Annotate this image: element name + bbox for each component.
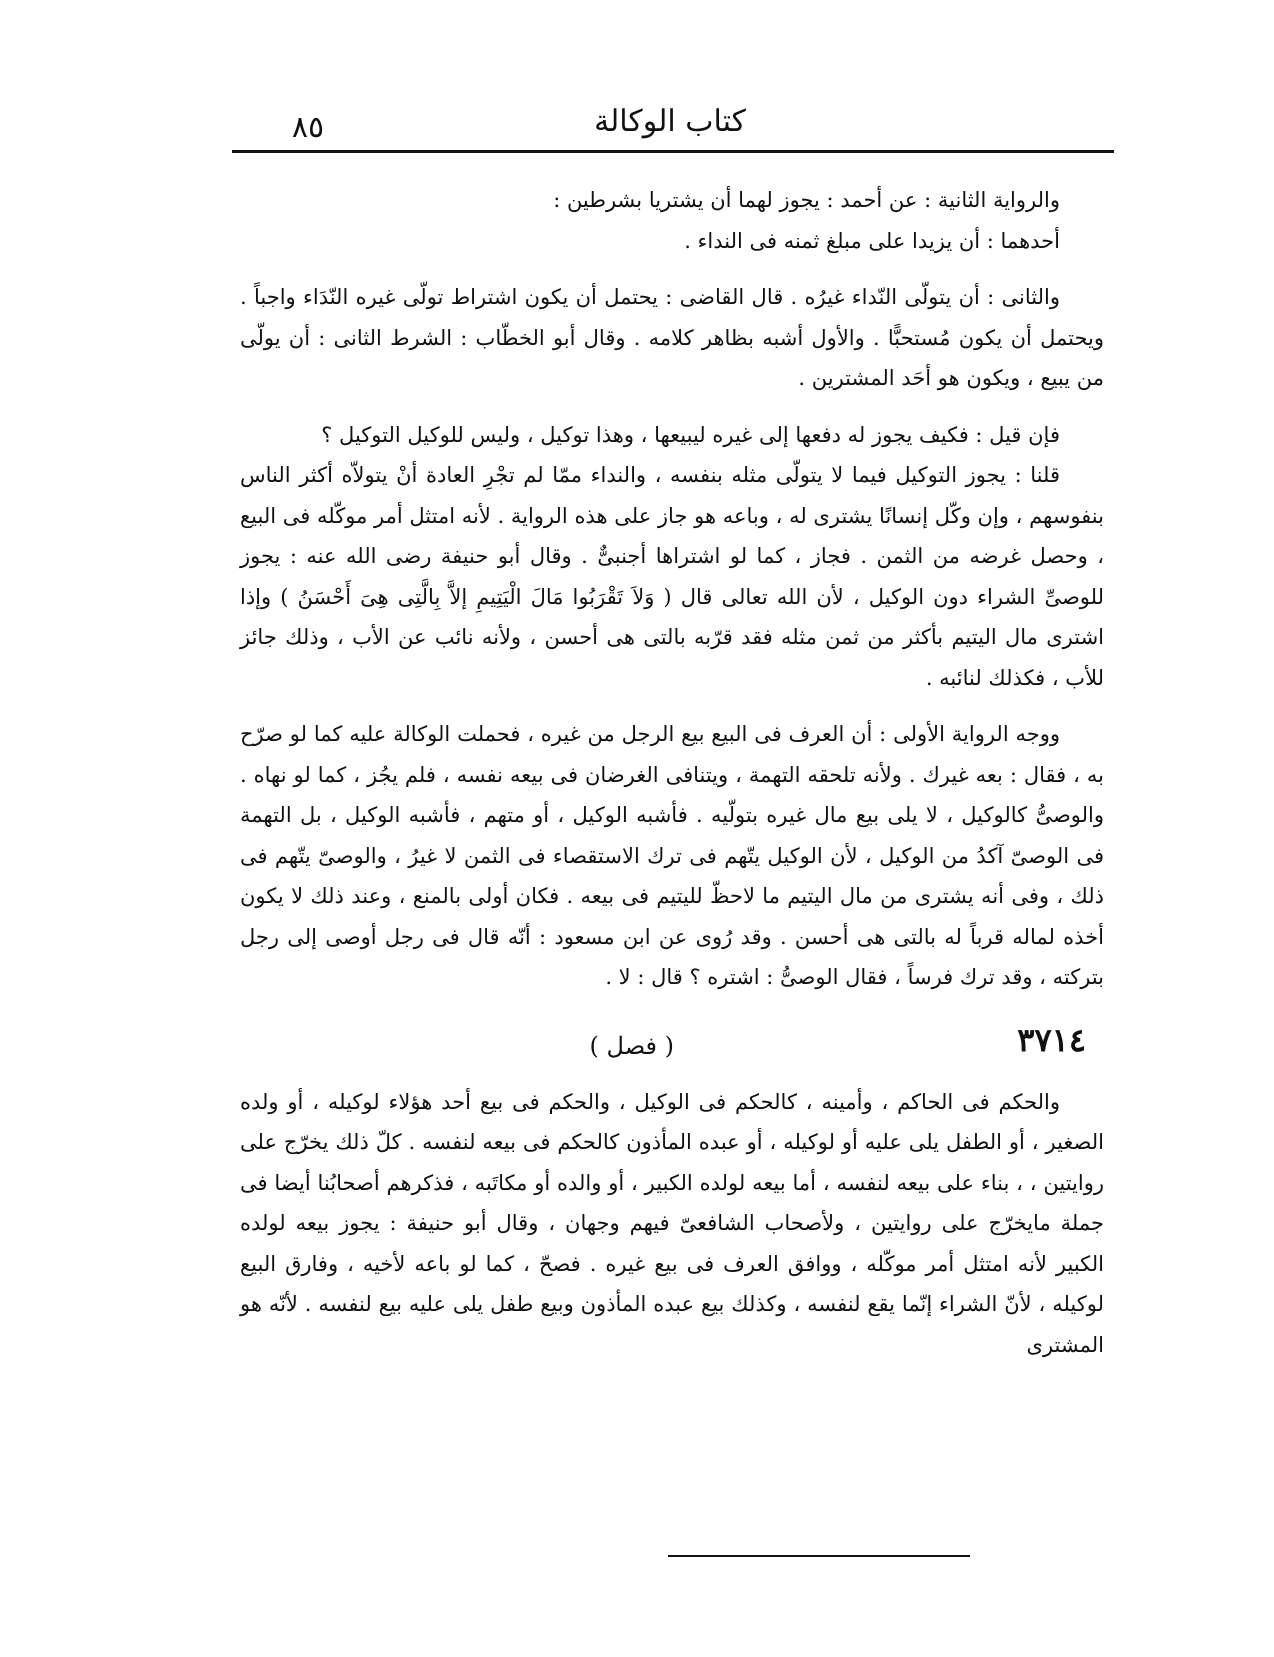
paragraph: والثانى : أن يتولّى النّداء غيرُه . قال القاضى : يحتمل أن يكون اشتراط تولّى غيره النّدَاء واجباً . ويحتمل أن يكون مُستحبًّا . والأول أشبه بظاهر كلامه . وقال أبو الخطّاب : الشرط الثانى : أن يولّى من يبيع ، ويكون هو أحَد المشترين . — [240, 285, 1104, 390]
page-number: ٨٥ — [291, 110, 325, 145]
paragraph: والحكم فى الحاكم ، وأمينه ، كالحكم فى الوكيل ، والحكم فى بيع أحد هؤلاء لوكيله ، أو ولده الصغير ، أو الطفل يلى عليه أو لوكيله ، أو عبده المأذون كالحكم فى بيعه لنفسه . كلّ ذلك يخرّج على روايتين ، ، بناء على بيعه لنفسه ، أما بيعه لولده الكبير ، أو والده أو مكاتَبه ، فذكرهم أصحابُنا أيضا فى جملة مايخرّج على روايتين ، ولأصحاب الشافعىّ فيهم وجهان ، وقال أبو حنيفة : يجوز بيعه لولده الكبير لأنه امتثل أمر موكّله ، ووافق العرف فى بيع غيره . فصحّ ، كما لو باعه لأخيه ، وفارق البيع لوكيله ، لأنّ الشراء إنّما يقع لنفسه ، وكذلك بيع عبده المأذون وبيع طفل يلى عليه بيع لنفسه . لأنّه هو المشترى — [240, 1089, 1104, 1357]
paragraph: ووجه الرواية الأولى : أن العرف فى البيع بيع الرجل من غيره ، فحملت الوكالة عليه كما لو صرّح به ، فقال : بعه غيرك . ولأنه تلحقه التهمة ، ويتنافى الغرضان فى بيعه نفسه ، فلم يجُز ، كما لو نهاه . والوصىُّ كالوكيل ، لا يلى بيع مال غيره بتولّيه . فأشبه الوكيل ، أو متهم ، فأشبه الوكيل ، بل التهمة فى الوصىّ آكدُ من الوكيل ، لأن الوكيل يتّهم فى ترك الاستقصاء فى الثمن لا غيرُ ، والوصىّ يتّهم فى ذلك ، وفى أنه يشترى من مال اليتيم ما لاحظّ لليتيم فى بيعه . فكان أولى بالمنع ، وعند ذلك لا يكون أخذه لماله قرباً له بالتى هى أحسن . وقد رُوى عن ابن مسعود : أنّه قال فى رجل أوصى إلى رجل بتركته ، وقد ترك فرساً ، فقال الوصىُّ : اشتره ؟ قال : لا . — [240, 722, 1104, 989]
header-rule — [232, 150, 1114, 153]
section-number: ٣٧١٤ — [1017, 1020, 1086, 1059]
footnote-rule — [668, 1555, 970, 1557]
paragraph: أحدهما : أن يزيدا على مبلغ ثمنه فى النداء . — [684, 228, 1060, 253]
body-text — [240, 180, 1104, 1365]
paragraph: قلنا : يجوز التوكيل فيما لا يتولّى مثله بنفسه ، والنداء ممّا لم تجْرِ العادة أنْ يتولاّه أكثر الناس بنفوسهم ، وإن وكّل إنسانًا يشترى له ، وباعه هو جاز على هذه الرواية . لأنه امتثل أمر موكّله فى البيع ، وحصل غرضه من الثمن . فجاز ، كما لو اشتراها أجنبىٌّ . وقال أبو حنيفة رضى الله عنه : يجوز للوصىِّ الشراء دون الوكيل ، لأن الله تعالى قال ( وَلاَ تَقْرَبُوا مَالَ الْيَتِيمِ إلاَّ بِالَّتِى هِىَ أَحْسَنُ ) وإذا اشترى مال اليتيم بأكثر من ثمن مثله فقد قرّبه بالتى هى أحسن ، ولأنه نائب عن الأب ، وذلك جائز للأب ، فكذلك لنائبه . — [240, 463, 1104, 690]
paragraph: فإن قيل : فكيف يجوز له دفعها إلى غيره ليبيعها ، وهذا توكيل ، وليس للوكيل التوكيل ؟ — [321, 422, 1060, 447]
section-heading — [240, 1016, 1104, 1072]
section-title: ( فصل ) — [589, 1031, 674, 1060]
running-title: كتاب الوكالة — [594, 104, 746, 139]
paragraph: والرواية الثانية : عن أحمد : يجوز لهما أن يشتريا بشرطين : — [553, 188, 1060, 212]
